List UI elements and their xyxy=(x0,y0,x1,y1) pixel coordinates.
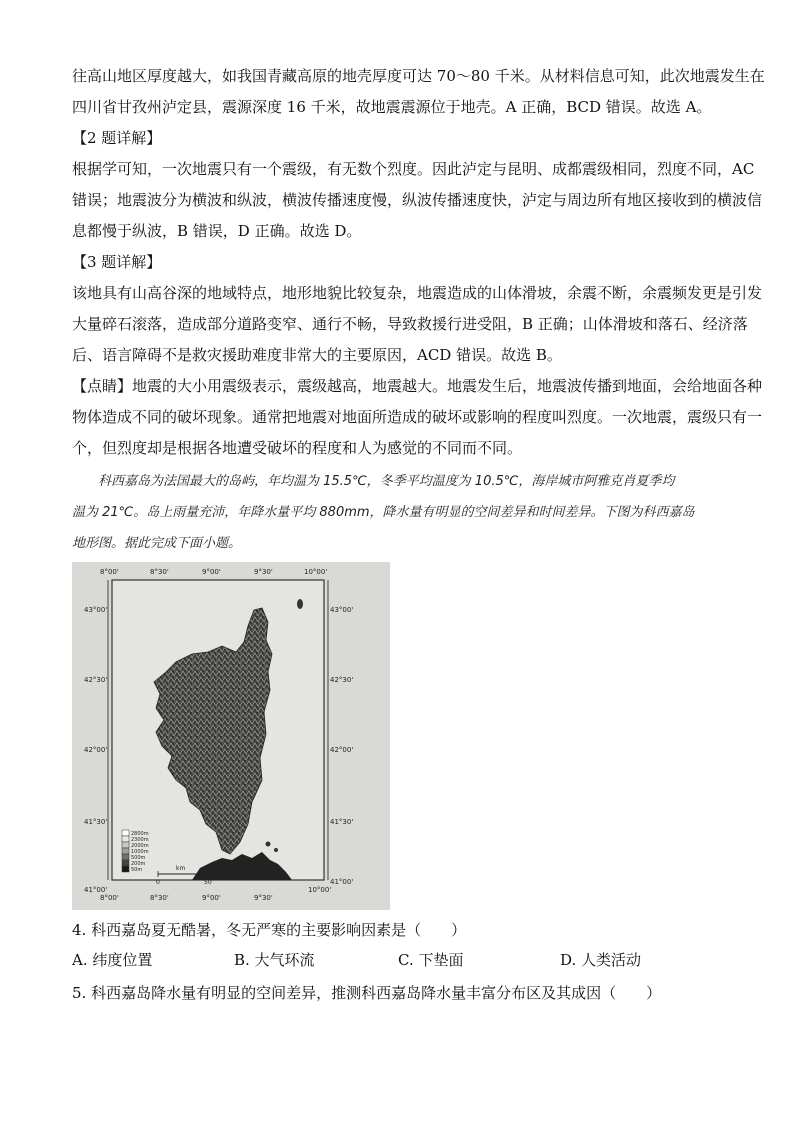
lat-label-left: 41°00' xyxy=(84,886,108,894)
answer-paragraph-q2 xyxy=(72,154,763,247)
islet xyxy=(274,848,278,852)
question-5-stem: 5. 科西嘉岛降水量有明显的空间差异，推测科西嘉岛降水量丰富分布区及其成因（ ） xyxy=(72,984,662,1002)
lon-label-top: 8°30' xyxy=(150,568,169,576)
text-line: 往高山地区厚度越大，如我国青藏高原的地壳厚度可达 70～80 千米。从材料信息可知，此次地震发生在 xyxy=(72,67,765,85)
question-4-stem: 4. 科西嘉岛夏无酷暑，冬无严寒的主要影响因素是（ ） xyxy=(72,921,467,939)
legend-label: 2300m xyxy=(131,837,149,843)
legend-label: 2800m xyxy=(131,831,149,837)
text-line: 四川省甘孜州泸定县，震源深度 16 千米，故地震震源位于地壳。A 正确，BCD 错误。故选 A。 xyxy=(72,98,712,116)
text-line: 该地具有山高谷深的地域特点，地形地貌比较复杂，地震造成的山体滑坡，余震不断，余震频发更是引发 xyxy=(72,284,763,302)
legend-label: 2000m xyxy=(131,843,149,849)
lat-label-left: 43°00' xyxy=(84,606,108,614)
material-paragraph xyxy=(72,466,724,559)
lon-label-bottom: 8°30' xyxy=(150,894,169,902)
text-line: 息都慢于纵波，B 错误，D 正确。故选 D。 xyxy=(72,222,362,240)
text-line: 根据学可知，一次地震只有一个震级，有无数个烈度。因此泸定与昆明、成都震级相同，烈度不同，AC xyxy=(72,160,755,178)
lat-label-right: 41°00' xyxy=(330,878,354,886)
islet xyxy=(266,842,271,847)
lat-label-right: 43°00' xyxy=(330,606,354,614)
lon-label-bottom: 8°00' xyxy=(100,894,119,902)
lon-label-bottom: 10°00' xyxy=(308,886,332,894)
legend-label: 50m xyxy=(131,867,143,873)
lon-label-bottom: 9°00' xyxy=(202,894,221,902)
lon-label-top: 8°00' xyxy=(100,568,119,576)
lat-label-right: 41°30' xyxy=(330,818,354,826)
lon-label-top: 9°30' xyxy=(254,568,273,576)
option-d[interactable]: D. 人类活动 xyxy=(560,951,642,969)
key-point-paragraph xyxy=(72,371,763,464)
option-b[interactable]: B. 大气环流 xyxy=(234,951,315,969)
text-line: 物体造成不同的破坏现象。通常把地震对地面所造成的破坏或影响的程度叫烈度。一次地震，震级只有一 xyxy=(72,408,763,426)
text-line: 后、语言障碍不是救灾援助难度非常大的主要原因，ACD 错误。故选 B。 xyxy=(72,346,562,364)
text-line: 科西嘉岛为法国最大的岛屿，年均温为 15.5℃，冬季平均温度为 10.5℃，海岸城市阿雅克肖夏季均 xyxy=(72,474,675,489)
text-line: 错误；地震波分为横波和纵波，横波传播速度慢，纵波传播速度快，泸定与周边所有地区接收到的横波信 xyxy=(72,191,763,209)
q3-heading: 【3 题详解】 xyxy=(72,253,162,271)
scale-unit: km xyxy=(176,865,186,872)
answer-paragraph-q1 xyxy=(72,61,765,123)
lon-label-bottom: 9°30' xyxy=(254,894,273,902)
text-line: 【点睛】地震的大小用震级表示，震级越高，地震越大。地震发生后，地震波传播到地面，会给地面各种 xyxy=(72,377,763,395)
text-line: 大量碎石滚落，造成部分道路变窄、通行不畅，导致救援行进受阻，B 正确；山体滑坡和落石、经济落 xyxy=(72,315,748,333)
text-line: 地形图。据此完成下面小题。 xyxy=(72,536,242,551)
lat-label-right: 42°00' xyxy=(330,746,354,754)
question-4-options xyxy=(72,949,724,973)
q2-heading: 【2 题详解】 xyxy=(72,129,162,147)
lat-label-right: 42°30' xyxy=(330,676,354,684)
answer-paragraph-q3 xyxy=(72,278,763,371)
text-line: 个，但烈度却是根据各地遭受破坏的程度和人为感觉的不同而不同。 xyxy=(72,439,523,457)
corsica-terrain-map xyxy=(72,562,390,910)
option-a[interactable]: A. 纬度位置 xyxy=(72,951,153,969)
scale-tick: 0 xyxy=(156,879,160,886)
scale-tick: 50 xyxy=(204,879,212,886)
lon-label-top: 9°00' xyxy=(202,568,221,576)
elevation-legend xyxy=(122,830,149,873)
option-c[interactable]: C. 下垫面 xyxy=(398,951,464,969)
legend-label: 200m xyxy=(131,861,146,867)
text-line: 温为 21℃。岛上雨量充沛，年降水量平均 880mm，降水量有明显的空间差异和时间差异。下图为科西嘉岛 xyxy=(72,505,695,520)
lat-label-left: 42°30' xyxy=(84,676,108,684)
capraia-islet xyxy=(297,599,303,609)
lon-label-top: 10°00' xyxy=(304,568,328,576)
legend-label: 500m xyxy=(131,855,146,861)
lat-label-left: 42°00' xyxy=(84,746,108,754)
legend-label: 1000m xyxy=(131,849,149,855)
lat-label-left: 41°30' xyxy=(84,818,108,826)
